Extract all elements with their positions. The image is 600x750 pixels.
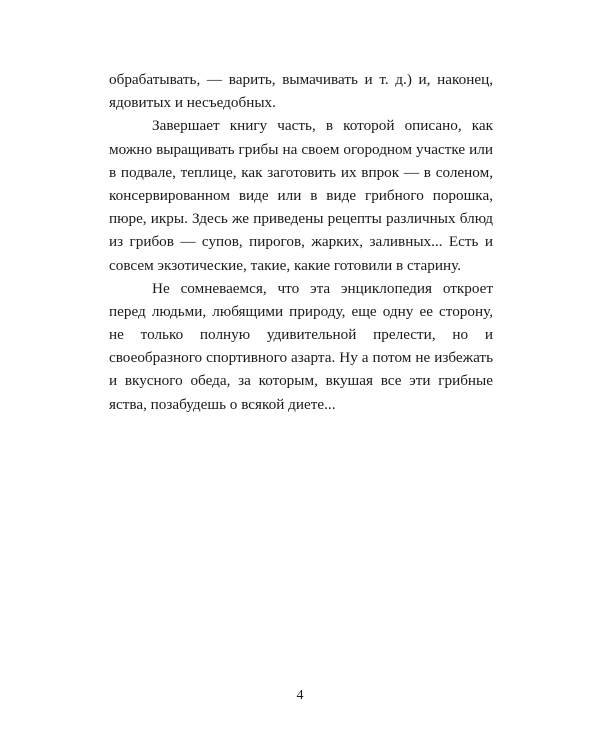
text-line: Не сомневаемся, что эта энциклопедия откроет bbox=[152, 279, 493, 297]
text-line: обрабатывать, — варить, вымачивать и т. д.) и, наконец, bbox=[109, 71, 493, 88]
text-line: не только полную удивительной прелести, но и bbox=[109, 326, 493, 344]
text-line: совсем экзотические, такие, какие готовили в старину. bbox=[109, 256, 462, 274]
text-line: своеобразного спортивного азарта. Ну а потом не избежать bbox=[109, 349, 493, 367]
text-line: можно выращивать грибы на своем огородном участке или bbox=[109, 140, 493, 158]
text-line: пюре, икры. Здесь же приведены рецепты различных блюд bbox=[109, 210, 493, 228]
body-text bbox=[109, 68, 493, 416]
text-line: и вкусного обеда, за которым, вкушая все эти грибные bbox=[109, 372, 493, 390]
page-number: 4 bbox=[296, 688, 304, 703]
text-line: консервированном виде или в виде грибного порошка, bbox=[109, 186, 493, 204]
text-line: в подвале, теплице, как заготовить их впрок — в соленом, bbox=[109, 163, 493, 181]
text-line: из грибов — супов, пирогов, жарких, заливных... Есть и bbox=[109, 233, 493, 251]
text-line: ядовитых и несъедобных. bbox=[109, 94, 276, 112]
text-line: яства, позабудешь о всякой диете... bbox=[109, 395, 336, 413]
text-line: перед людьми, любящими природу, еще одну ее сторону, bbox=[109, 302, 493, 320]
text-line: Завершает книгу часть, в которой описано, как bbox=[152, 117, 493, 135]
